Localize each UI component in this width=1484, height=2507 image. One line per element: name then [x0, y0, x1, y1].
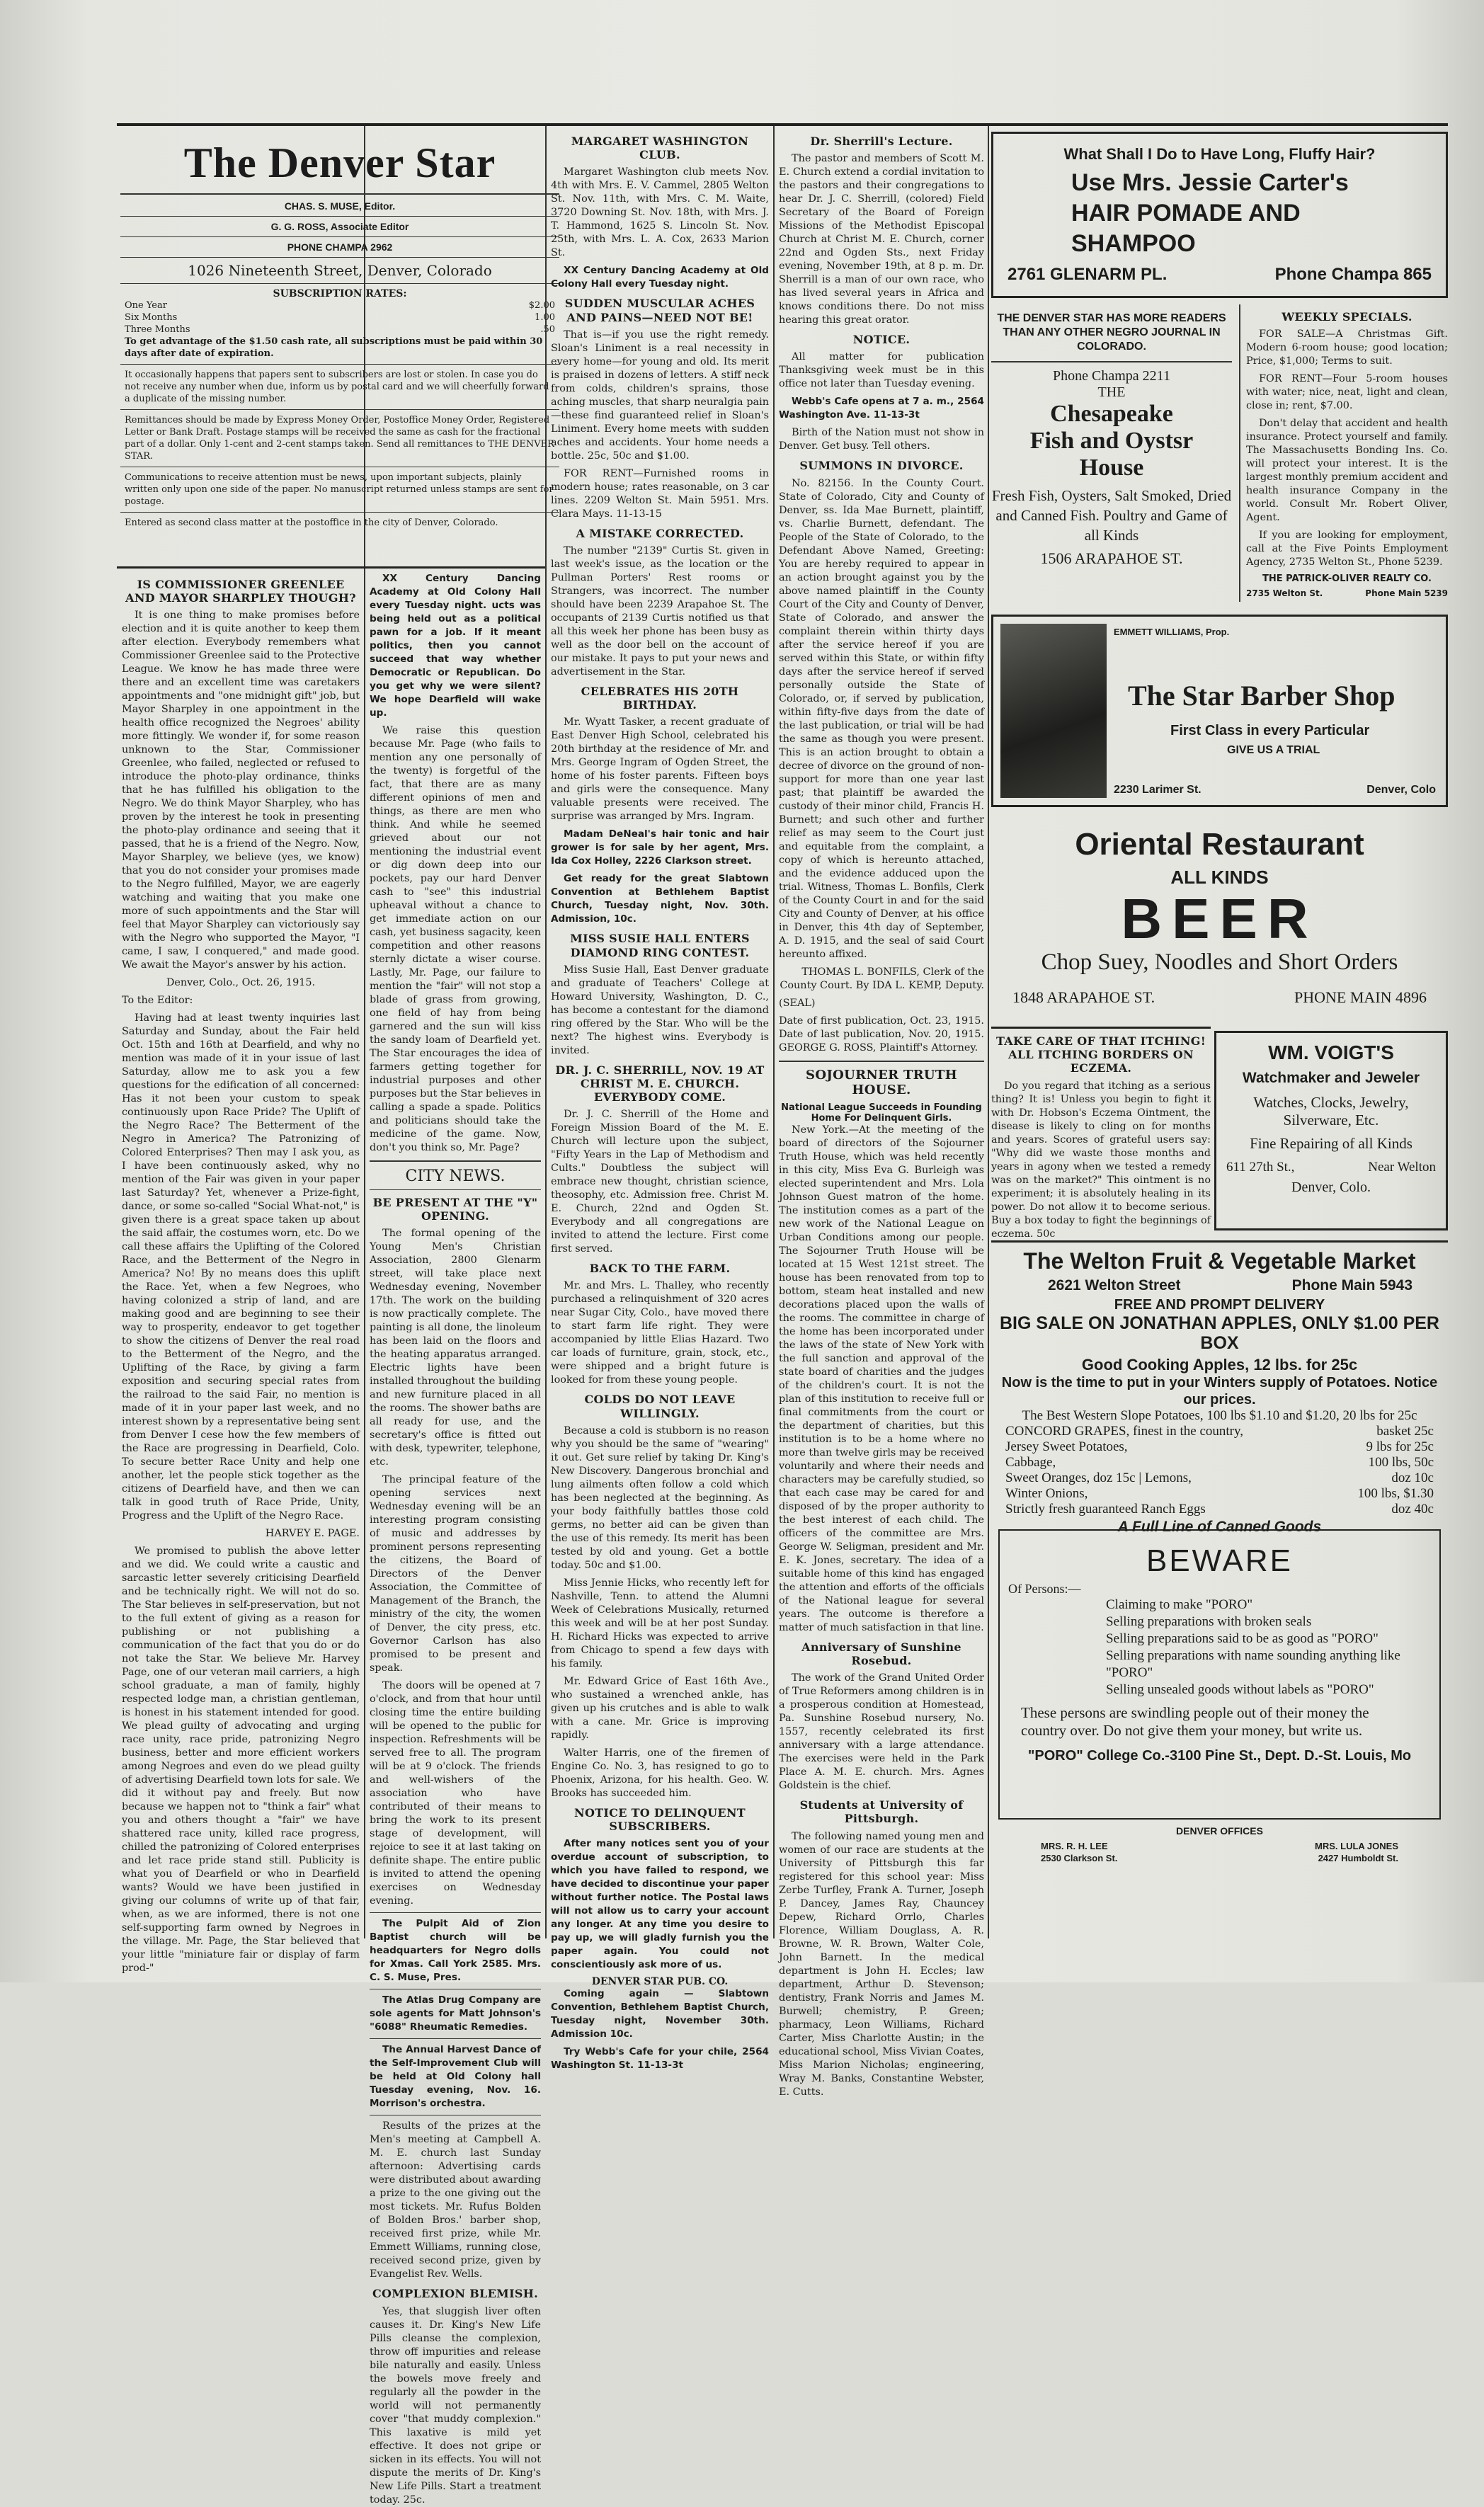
masthead [120, 129, 559, 568]
notice-harvest-dance: The Annual Harvest Dance of the Self-Improvement Club will be held at Old Colony hall Tuesday evening, Nov. 16. Morrison's orchestra. [370, 2044, 541, 2110]
headline-greenlee: IS COMMISSIONER GREENLEE AND MAYOR SHARPLEY THOUGH? [125, 578, 356, 605]
eczema-body: Do you regard that itching as a serious thing? It is! Unless you begin to fight it with Dr. Hobson's Eczema Ointment, the disease is likely to cling on for months and years. Scores of grateful users say: "Why did we waste those months and years in agony when we tested a remedy was on the market?" This ointment is no experiment; it is absolutely healing in its power. Do not allow it to become serious. Buy a box today to fight the beginnings of eczema. 50c [991, 1080, 1211, 1240]
chesapeake-the: THE [1097, 384, 1126, 400]
notice-dancing-academy: XX Century Dancing Academy at Old Colony Hall every Tuesday night. [551, 265, 769, 290]
masthead-rule [117, 566, 545, 569]
welton-contact: 2621 Welton Street Phone Main 5943 [1048, 1277, 1412, 1294]
barber-portrait [1000, 624, 1107, 798]
article-birthday: Mr. Wyatt Tasker, a recent graduate of East Denver High School, celebrated his 20th birthday at the residence of Mr. and Mrs. George Ingram of Ogden Street, the home of his foster parents. Fifteen boys and girls were the consequence. Many valuable presents were received. The surprise was arranged by Mrs. Ingram. [551, 716, 769, 823]
ad-eczema [991, 1027, 1211, 1241]
weekly-contact: 2735 Welton St. Phone Main 5239 [1246, 588, 1448, 599]
chesapeake-body: Fresh Fish, Oysters, Salt Smoked, Dried and Canned Fish. Poultry and Game of all Kinds [991, 487, 1232, 544]
notice-webbs-chile: Try Webb's Cafe for your chile, 2564 Washington St. 11-13-3t [551, 2046, 769, 2072]
headline-complexion: COMPLEXION BLEMISH. [372, 2287, 538, 2301]
ad-carter-line2: HAIR POMADE AND [1071, 200, 1301, 227]
article-greenlee: It is one thing to make promises before election and it is quite another to keep them after election. Everybody remembers what Commissioner Greenlee said to the Protective League. We know he has made three were there and an excellent time was caretakers appointments and "one midnight gift" job, but Mayor Sharpley in one appointment in the health office recognized the Negroes' ability more fittingly. We wonder if, for some reason unknown to the Star, Commissioner Greenlee, who failed, neglected or refused to introduce the photo-play ordinance, thinks that he has fulfilled his obligation to the Negro. We do think Mayor Sharpley, who has proven by the interest he took in presenting the photo-play ordinance and seeing that it passed, that he is a friend of the Negro. Now, Mayor Sharpley, we believe (yes, we know) that you do not consider your promises made to the Negro fulfilled, Mayor, we are eagerly watching and waiting that you make one more of such appointments and the Star will feel that Mayor Sharpley can victoriously say with the Negro who supported the Mayor, "I came, I saw, I conquered," and made good. We await the Mayor's answer by his action. [122, 610, 360, 971]
subscription-heading: SUBSCRIPTION RATES: [273, 288, 407, 299]
column-2 [370, 572, 541, 2506]
column-4 [779, 129, 984, 2098]
weekly-rent: FOR RENT—Four 5-room houses with water; nice, neat, light and clean, close in; rent, $7.00. [1246, 373, 1448, 412]
welton-item: Strictly fresh guaranteed Ranch Eggs doz 40c [1005, 1502, 1434, 1517]
article-sherrill: Dr. J. C. Sherrill of the Home and Foreign Mission Board of the M. E. Church will lecture upon the subject, "Fifty Years in the Lap of Methodism and Cults." Doubtless the subject will embrace new thought, christian science, theosophy, etc. Admission free. Christ M. E. Church, 22nd and Ogden St. Everybody and all congregations are invited to attend the lecture. First come first served. [551, 1109, 769, 1255]
notice-remittances: Remittances should be made by Express Money Order, Postoffice Money Order, Registered Letter or Bank Draft. Postage stamps will be received the same as cash for the fractional part of a dollar. Only 1-cent and 2-cent stamps taken. Send all remittances to THE DENVER STAR. [125, 415, 554, 462]
beware-warning: These persons are swindling people out of their money the country over. Do not give them your money, but write us. [1021, 1704, 1369, 1739]
barber-subtitle: First Class in every Particular [1170, 723, 1370, 738]
beware-of: Of Persons:— [1008, 1582, 1081, 1596]
notice-hair-tonic: Madam DeNeal's hair tonic and hair grower is for sale by her agent, Mrs. Ida Cox Holley, 2226 Clarkson street. [551, 828, 769, 867]
barber-trial: GIVE US A TRIAL [1227, 744, 1320, 756]
article-sojourner: New York.—At the meeting of the board of directors of the Sojourner Truth House, which was held recently in this city, Miss Eva G. Burleigh was elected superintendent and Mrs. Lola Johnson Guest matron of the home. The institution comes as a part of the new work of the National League on Urban Conditions among our people. The Sojourner Truth House will be located at 15 West 121st street. The house has been renovated from top to bottom, steam heat installed and new decorations placed upon the walls of the rooms. The committee in charge of the home has been incorporated under the laws of the state of New York with the full sanction and approval of the state board of charities and the judges of the children's court. It is not the plan of this institution to receive full or final commitments from the court or the department of charities, but this institution is to be a home where no more than twelve girls may be received voluntarily and where their needs and characters may be carefully studied, so that each case may be cared for and disposed of by the proper authority to the best interest of each child. The officers of the committee are Mrs. George W. Seligman, president and Mr. E. K. Jones, secretary. The idea of a suitable home of this kind has engaged the attention and efforts of the officials of the National league for several years. The outcome is therefore a matter of much satisfaction in that line. [779, 1124, 984, 1633]
legal-clerk: THOMAS L. BONFILS, Clerk of the County Court. By IDA L. KEMP, Deputy. [780, 966, 984, 991]
article-prizes: Results of the prizes at the Men's meeting at Campbell A. M. E. church last Sunday afternoon: Advertising cards were distributed about awarding a prize to the one giving out the most tickets. Mr. Rufus Bolden of Bolden Bros.' barber shop, received first prize, while Mr. Emmett Williams, running close, received second prize, given by Evangelist Rev. Wells. [370, 2120, 541, 2280]
beware-offices [998, 1822, 1441, 1893]
weekly-company: THE PATRICK-OLIVER REALTY CO. [1262, 573, 1432, 585]
rate-row: One Year $2.00 [125, 300, 555, 311]
beware-item: Claiming to make "PORO" [1106, 1597, 1253, 1612]
address-line: 1026 Nineteenth Street, Denver, Colorado [188, 262, 492, 279]
headline-rosebud: Anniversary of Sunshine Rosebud. [801, 1640, 961, 1667]
notice-zion-dolls: The Pulpit Aid of Zion Baptist church will be headquarters for Negro dolls for Xmas. Call York 2585. Mrs. C. S. Muse, Pres. [370, 1918, 541, 1984]
office-addresses: 2530 Clarkson St. 2427 Humboldt St. [1041, 1853, 1398, 1863]
article-dearfield-continued: XX Century Dancing Academy at Old Colony Hall every Tuesday night. ucts was being held out as a political pawn for a job. If it meant politics, then you cannot succeed that way whether Democratic or Republican. Do you get why we were silent? We hope Dearfield will wake up. [370, 573, 541, 719]
headline-y-opening: BE PRESENT AT THE "Y" OPENING. [372, 1196, 538, 1223]
headline-mistake: A MISTAKE CORRECTED. [576, 526, 744, 540]
notice-thanksgiving: All matter for publication Thanksgiving week must be in this office not later than Tuesday evening. [779, 351, 984, 390]
notice-birth-of-nation: Birth of the Nation must not show in Denver. Get busy. Tell others. [779, 427, 984, 452]
notice-communications: Communications to receive attention must be news, upon important subjects, plainly written only upon one side of the paper. No manuscript returned unless stamps are sent for postage. [125, 472, 554, 507]
chesapeake-name3: House [1079, 455, 1144, 481]
ad-beware-poro [998, 1529, 1441, 1820]
welton-potato-price: The Best Western Slope Potatoes, 100 lbs $1.10 and $1.20, 20 lbs for 25c [1022, 1408, 1417, 1423]
headline-sojourner: SOJOURNER TRUTH HOUSE. [806, 1067, 957, 1098]
ad-oriental-restaurant [991, 814, 1448, 1020]
barber-city: Denver, Colo [1366, 784, 1436, 796]
letter-signature: HARVEY E. PAGE. [265, 1528, 360, 1540]
welton-apple-sale: BIG SALE ON JONATHAN APPLES, ONLY $1.00 PER BOX [1000, 1313, 1439, 1353]
notice-lost-papers: It occasionally happens that papers sent to subscribers are lost or stolen. In case you do not receive any number when due, inform us by postal card and we will cheerfully forward a duplicate of the missing number. [125, 370, 549, 404]
ad-carter-question: What Shall I Do to Have Long, Fluffy Hair? [1063, 145, 1376, 163]
notice-for-rent: FOR RENT—Furnished rooms in modern house; rates reasonable, on 3 car lines. 2209 Welton St. Main 5951. Mrs. Clara Mays. 11-13-15 [551, 467, 769, 520]
ad-carter-line1: Use Mrs. Jessie Carter's [1071, 169, 1349, 196]
headline-birthday: CELEBRATES HIS 20TH BIRTHDAY. [581, 684, 739, 712]
beware-item: Selling unsealed goods without labels as "PORO" [1106, 1682, 1374, 1697]
article-mistake: The number "2139" Curtis St. given in last week's issue, as the location or the Pullman Porters' Rest rooms or Strangers, was incorrect. The number should have been 2239 Arapahoe St. The occupants of 2139 Curtis notified us that all this week her phone has been busy as well as the door bell on the account of our mistake. It pays to put your news and advertisement in the Star. [551, 544, 769, 678]
newspaper-title: The Denver Star [183, 139, 496, 186]
weekly-employment: If you are looking for employment, call at the Five Points Employment Agency, 2735 Welton St., Phone 5239. [1246, 530, 1448, 569]
beware-heading: BEWARE [1146, 1543, 1294, 1578]
oriental-all-kinds: ALL KINDS [1170, 867, 1269, 888]
offices-heading: DENVER OFFICES [1176, 1825, 1263, 1837]
subhead-sojourner: National League Succeeds in Founding Home For Delinquent Girls. [781, 1102, 982, 1124]
article-walter-harris: Walter Harris, one of the firemen of Engine Co. No. 3, has resigned to go to Phoenix, Arizona, for his health. Geo. W. Brooks has succeeded him. [551, 1747, 769, 1799]
readers-claim: THE DENVER STAR HAS MORE READERS THAN ANY OTHER NEGRO JOURNAL IN COLORADO. [997, 312, 1226, 353]
headline-back-to-farm: BACK TO THE FARM. [589, 1262, 731, 1276]
headline-colds: COLDS DO NOT LEAVE WILLINGLY. [584, 1393, 736, 1420]
rate-row: Six Months 1.00 [125, 312, 555, 323]
notice-delinquent: After many notices sent you of your overdue account of subscription, to which you have failed to respond, we have decided to discontinue your paper without further notice. The Postal laws will not allow us to carry your account any longer. At any time you desire to pay up, we will gladly furnish you the paper again. You could not conscientiously ask more of us. [551, 1838, 769, 1971]
legal-dates: Date of first publication, Oct. 23, 1915. Date of last publication, Nov. 20, 1915. GEORGE G. ROSS, Plaintiff's Attorney. [779, 1015, 984, 1053]
ad-carter-contact: 2761 GLENARM PL. Phone Champa 865 [1008, 265, 1432, 284]
article-jennie-hicks: Miss Jennie Hicks, who recently left for Nashville, Tenn. to attend the Alumni Week of Celebrations Musically, returned this week and will be at her post Sunday. H. Richard Hicks was expected to arrive from Chicago to spend a few days with his family. [551, 1577, 769, 1669]
article-dearfield-continued-2: We raise this question because Mr. Page (who fails to mention any one personally of the twenty) is forgetful of the fact, that there are as many different opinions of men and things, as there are men who think. And while he seemed grieved about our not mentioning the industrial event or dig down deep into our pockets, pay our hard Denver cash to "see" this industrial upheaval without a chance to get immediate action on our cash, yet business sagacity, keen competition and other reasons sternly dictate a wiser course. Lastly, Mr. Page, our failure to mention the "fair" will not stop a blade of grass from growing, one field of hay from being garnered and the sun will kiss the sandy loam of Dearfield yet. The Star encourages the idea of farmers getting together for industrial purposes and other purposes but the Star believes in calling a spade a spade. Politics and politicians should take the medicine of the game. Now, don't you think so, Mr. Page? [370, 725, 541, 1153]
headline-margaret-club: MARGARET WASHINGTON CLUB. [571, 135, 749, 162]
editor-line: CHAS. S. MUSE, Editor. [284, 200, 396, 212]
article-y-opening-1: The formal opening of the Young Men's Christian Association, 2800 Glenarm street, will take place next Wednesday evening, November 17th. The work on the building is now practically complete. The painting is all done, the linoleum has been laid on the floors and the heating apparatus arranged. Electric lights have been installed throughout the building and new furniture placed in all the rooms. The shower baths are all ready for use, and the secretary's office is fitted out with desk, typewriter, telephone, etc. [370, 1228, 541, 1468]
article-sherrill-lecture: The pastor and members of Scott M. E. Church extend a cordial invitation to the pastors and their congregations to hear Dr. J. C. Sherrill, (colored) Field Secretary of the Board of Foreign Missions of the Methodist Episcopal Church at Christ M. E. Church, corner 22nd and Ogden Sts., next Friday evening, November 19th, at 8 p. m. Dr. Sherrill is a man of our own race, who has lived several years in Africa and knows conditions there. Do not miss hearing this great orator. [779, 153, 984, 326]
welton-delivery: FREE AND PROMPT DELIVERY [1114, 1297, 1325, 1313]
beware-item: Selling preparations with broken seals [1106, 1614, 1312, 1629]
oriental-name: Oriental Restaurant [1075, 827, 1364, 862]
ad-carter-line3: SHAMPOO [1071, 230, 1196, 257]
welton-item: Jersey Sweet Potatoes, 9 lbs for 25c [1005, 1439, 1434, 1454]
top-rule [117, 123, 1448, 126]
barber-address: 2230 Larimer St. [1114, 784, 1202, 796]
legal-seal: (SEAL) [779, 997, 816, 1009]
welton-item: CONCORD GRAPES, finest in the country, basket 25c [1005, 1424, 1434, 1439]
welton-cooking-apples: Good Cooking Apples, 12 lbs. for 25c [1081, 1356, 1358, 1374]
article-y-opening-2: The principal feature of the opening services next Wednesday evening will be an interesting program consisting of music and addresses by prominent persons representing the citizens, the Board of Directors of the Denver Association, the Committee of Management of the Branch, the ministry of the city, the women of Denver, the city press, etc. Governor Carlson has also promised to be present and speak. [370, 1474, 541, 1674]
article-edward-grice: Mr. Edward Grice of East 16th Ave., who sustained a wrenched ankle, has given up his crutches and is able to walk with a cane. Mr. Grice is improving rapidly. [551, 1675, 769, 1741]
associate-editor-line: G. G. ROSS, Associate Editor [270, 221, 409, 232]
voigt-city: Denver, Colo. [1291, 1180, 1371, 1195]
article-complexion: Yes, that sluggish liver often causes it. Dr. King's New Life Pills cleanse the complexion, throw off impurities and release bile naturally and easily. Unless the bowels move freely and regularly all the powder in the world will not permanently cover "that muddy complexion." This laxative is mild yet effective. It does not gripe or sicken in its effects. You will not dispute the merits of Dr. King's New Life Pills. Start a treatment today. 25c. [370, 2305, 541, 2506]
oriental-beer: BEER [1121, 887, 1318, 950]
voigt-line1: Watches, Clocks, Jewelry, [1253, 1094, 1409, 1111]
city-news-heading: CITY NEWS. [405, 1167, 506, 1185]
notice-atlas-drug: The Atlas Drug Company are sole agents for Matt Johnson's "6088" Rheumatic Remedies. [370, 1994, 541, 2033]
office-names: MRS. R. H. LEE MRS. LULA JONES [1041, 1841, 1398, 1851]
welton-item: Winter Onions, 100 lbs, $1.30 [1005, 1486, 1434, 1501]
ad-star-barber-shop [991, 615, 1448, 807]
ad-voigt-jeweler [1214, 1031, 1448, 1230]
article-susie-hall: Miss Susie Hall, East Denver graduate and graduate of Teachers' College at Howard University, Washington, D. C., has become a contestant for the diamond ring offered by the Star. Who will be the next? The highest wins. Everybody is invited. [551, 964, 769, 1056]
rate-row: Three Months .50 [125, 324, 555, 335]
voigt-line2: Silverware, Etc. [1283, 1112, 1379, 1129]
headline-sherrill: DR. J. C. SHERRILL, NOV. 19 AT CHRIST M. E. CHURCH. EVERYBODY COME. [555, 1063, 765, 1104]
legal-summons: No. 82156. In the County Court. State of Colorado, City and County of Denver, ss. Ida Mae Burnett, plaintiff, vs. Charlie Burnett, defendant. The People of the State of Colorado, to the Defendant Above Named, Greeting: You are hereby required to appear in an action brought against you by the above named plaintiff in the County Court of the City and County of Denver, State of Colorado, and answer the complaint therein within thirty days after the service hereof if you are served within this State, or within fifty days after the service hereof if served personally outside the State of Colorado, or, if served by publication, within fifty-five days from the date of the last publication, or trial will be had the same as though you were present. This is an action brought to obtain a decree of divorce on the ground of non-support for more than one year last past; that plaintiff be awarded the custody of their minor child, Francis H. Burnett; and such other and further relief as may seem to the Court just and equitable from the complaint, a copy of which is hereunto attached, and the evidence adduced upon the trial. Witness, Thomas L. Bonfils, Clerk of the County Court in and for the said City and County of Denver, at his office in Denver, this 4th day of September, A. D. 1915, and the seal of said Court hereunto affixed. [779, 477, 984, 960]
editor-reply: We promised to publish the above letter and we did. We could write a caustic and sarcastic letter severely criticising Dearfield and be technically right. We will not do so. The Star believes in self-preservation, but not to the full extent of giving as a reason for publishing or not publishing a communication of the fact that you do or do not take the Star. We believe Mr. Harvey Page, one of our veteran mail carriers, a high school graduate, a man of family, highly respected lodge man, a christian gentleman, is honest in his statement intended for good. We plead guilty of advocating and urging race unity, race pride, patronizing Negro business, better and more efficient workers among Negroes and even do we plead guilty of advertising Dearfield town lots for sale. We did it without pay and freely. But now because we happen not to "think a fair" what you and others thought a "fair" we have shattered race unity, killed race progress, chilled the patronizing of Colored enterprises and let race pride stand still. Publicity is what you of Dearfield or who in Dearfield wants? Would we have been justified in giving our columns of write up of that fair, when, as we are informed, there is not one self-supporting farm owned by Negroes in the village. Mr. Page, the Star believed that your little "miniature fair or display of farm prod-" [122, 1546, 360, 1975]
beware-item: Selling preparations with name sounding anything like "PORO" [1106, 1648, 1400, 1680]
article-sloans: That is—if you use the right remedy. Sloan's Liniment is a real necessity in every home—for young and old. Its merit is praised in dozens of letters. A stiff neck from colds, children's sprains, those aching muscles, that sharp neuralgia pain—these find guaranteed relief in Sloan's Liniment. Every home meets with sudden aches and accidents. Your home needs a bottle. 25c, 50c and $1.00. [551, 329, 769, 462]
weekly-heading: WEEKLY SPECIALS. [1282, 310, 1412, 324]
article-y-opening-3: The doors will be opened at 7 o'clock, and from that hour until closing time the entire building will be opened to the public for inspection. Refreshments will be served free to all. The program will be at 9 o'clock. The friends and well-wishers of the association who have contributed of their means to bring the work to its present stage of development, will rejoice to see it at last taking on definite shape. The entire public is invited to attend the opening exercises on Wednesday evening. [370, 1680, 541, 1907]
column-3 [551, 129, 769, 2072]
oriental-subtitle: Chop Suey, Noodles and Short Orders [1041, 949, 1398, 975]
headline-summons: SUMMONS IN DIVORCE. [799, 459, 964, 473]
headline-sherrill-lecture: Dr. Sherrill's Lecture. [810, 135, 953, 148]
ad-readers-and-chesapeake [991, 304, 1232, 602]
weekly-sale: FOR SALE—A Christmas Gift. Modern 6-room house; good location; Price, $1,000; Terms to suit. [1246, 329, 1448, 367]
welton-potatoes-notice: Now is the time to put in your Winters supply of Potatoes. Notice our prices. [1001, 1375, 1438, 1407]
column-1 [122, 572, 360, 1975]
article-pittsburgh: The following named young men and women of our race are students at the University of Pittsburgh this far registered for this school year: Miss Zerbe Turfley, Frank A. Turner, Joseph P. Dancey, James Ray, Chauncey Depew, Richard Orrlo, Charles Florence, William Douglass, A. R. Browne, W. R. Brown, Walter Cole, John Barnett. In the medical department is John H. Eccles; law department, Arthur D. Stevenson; dentistry, Frank Norris and James M. Burwell; chemistry, P. Green; pharmacy, Leon Williams, Richard Carter, Miss Charlotte Austin; in the educational school, Miss Vivian Coates, Miss Marion Nicholas; engineering, Wray M. Banks, Constantine Webster, E. Cutts. [779, 1830, 984, 2098]
article-rosebud: The work of the Grand United Order of True Reformers among children is in a prosperous condition at Homestead, Pa. Sunshine Rosebud nursery, No. 1557, recently celebrated its first anniversary with a large attendance. The exercises were held in the Park Place A. M. E. church. Mrs. Agnes Goldstein is the chief. [779, 1672, 984, 1792]
headline-susie-hall: MISS SUSIE HALL ENTERS DIAMOND RING CONTEST. [570, 932, 750, 959]
chesapeake-phone: Phone Champa 2211 [1053, 368, 1170, 384]
chesapeake-name2: Fish and Oystsr [1029, 428, 1194, 454]
notice-slabtown: Get ready for the great Slabtown Convention at Bethlehem Baptist Church, Tuesday night, Nov. 30th. Admission, 10c. [551, 873, 769, 925]
voigt-trade: Watchmaker and Jeweler [1242, 1070, 1420, 1086]
headline-pittsburgh: Students at University of Pittsburgh. [799, 1798, 964, 1826]
headline-notice: NOTICE. [852, 333, 911, 347]
voigt-address: 611 27th St., Near Welton [1226, 1160, 1436, 1175]
publisher-name: DENVER STAR PUB. CO. [591, 1976, 729, 1988]
welton-item: Cabbage, 100 lbs, 50c [1005, 1455, 1434, 1470]
ad-jessie-carter [991, 132, 1448, 298]
column-rule [773, 126, 775, 1938]
weekly-insurance: Don't delay that accident and health insurance. Protect yourself and family. The Massachusetts Bonding Ins. Co. will protect your interest. It is the largest monthly premium accident and health insurance Company in the world. Consult Mr. Robert Oliver, Agent. [1246, 418, 1448, 524]
article-colds: Because a cold is stubborn is no reason why you should be the same of "wearing" it out. Get sure relief by taking Dr. King's New Discovery. Dangerous bronchial and lung ailments often follow a cold which has been neglected at the beginning. As your body faithfully battles those cold germs, no better aid can be given than the use of this remedy. Its merit has been tested by old and young. Get a bottle today. 50c and $1.00. [551, 1424, 769, 1571]
column-rule [988, 126, 989, 1938]
chesapeake-address: 1506 ARAPAHOE ST. [1040, 549, 1183, 567]
ad-welton-market [991, 1240, 1448, 1535]
welton-item: Sweet Oranges, doz 15c | Lemons, doz 10c [1005, 1470, 1434, 1485]
entered-notice: Entered as second class matter at the postoffice in the city of Denver, Colorado. [125, 518, 498, 528]
chesapeake-name1: Chesapeake [1050, 401, 1173, 427]
article-margaret-club: Margaret Washington club meets Nov. 4th with Mrs. E. V. Cammel, 2805 Welton St. Nov. 11th, with Mrs. C. M. Waite, 3720 Downing St. Nov. 18th, with Mrs. J. T. Hammond, 1625 S. Lincoln St. Nov. 25th, with Mrs. L. A. Cox, 2633 Marion St. [551, 166, 769, 259]
welton-name: The Welton Fruit & Vegetable Market [1023, 1248, 1416, 1274]
letter-dearfield: Having had at least twenty inquiries last Saturday and Sunday, about the Fair held Oct. 15th and 16th at Dearfield, and why no mention was made of it in your issue of last Saturday, allow me to ask you a few questions for the edification of all concerned: Has it not been your custom to speak continuously upon Race Pride? The Uplift of the Negro Race? The Betterment of the Negro in America? The Patronizing of Colored Enterprises? Then may I ask you, as I have been continuously asked, why no mention of the Fair was given in your paper last Saturday? Yet, whenever a Prize-fight, dance, or some so-called "Social What-not," is given there is a great space taken up about the said affair, the costumes worn, etc. Do we call these affairs the Uplifting of the Colored Race, and the Betterment of the Negro in America? No! By no means does this uplift the Race. Yet, when a few Negroes, who having colonized a strip of land, and are making good and are beginning to see their way to prosperity, endeavor to get together to show the citizens of Denver the real road to the Betterment of the Negro, and the Uplifting of the Race, by giving a farm exposition and securing special rates from the railroad to the said Fair, no mention is made of it in your paper last week, and no interest shown by a representative being sent from Denver I cese how the few members of the Race are progressing in Dearfield, Colo. To secure better Race Unity and help one another, let the people stick together as the citizens of Dearfield have, and then we can talk in good truth of Race Pride, Unity, Progress and the Uplift of the Negro Race. [122, 1012, 360, 1522]
barber-name: The Star Barber Shop [1128, 680, 1395, 712]
barber-proprietor: EMMETT WILLIAMS, Prop. [1114, 627, 1230, 637]
welton-canned: A Full Line of Canned Goods [1117, 1519, 1322, 1535]
notice-coming-again: Coming again — Slabtown Convention, Bethlehem Baptist Church, Tuesday night, November 30th. Admission 10c. [551, 1988, 769, 2040]
rate-note: To get advantage of the $1.50 cash rate, all subscriptions must be paid within 30 days after date of expiration. [125, 336, 543, 359]
beware-company: "PORO" College Co.-3100 Pine St., Dept. D.-St. Louis, Mo [1027, 1748, 1412, 1764]
dateline: Denver, Colo., Oct. 26, 1915. [166, 977, 316, 989]
headline-delinquent: NOTICE TO DELINQUENT SUBSCRIBERS. [574, 1805, 746, 1833]
notice-webbs-cafe: Webb's Cafe opens at 7 a. m., 2564 Washington Ave. 11-13-3t [779, 396, 984, 421]
article-back-to-farm: Mr. and Mrs. L. Thalley, who recently purchased a relinquishment of 320 acres near Sugar City, Colo., have moved there to start farm life right. They were accompanied by little Elias Hazard. Two car loads of furniture, grain, stock, etc., were shipped and a bright future is looked for from these young people. [551, 1280, 769, 1386]
phone-line: PHONE CHAMPA 2962 [287, 241, 393, 253]
salutation: To the Editor: [122, 995, 193, 1007]
headline-muscular-aches: SUDDEN MUSCULAR ACHES AND PAINS—NEED NOT BE! [564, 297, 755, 324]
beware-item: Selling preparations said to be as good as "PORO" [1106, 1631, 1379, 1646]
voigt-line3: Fine Repairing of all Kinds [1250, 1135, 1412, 1152]
eczema-heading: TAKE CARE OF THAT ITCHING! ALL ITCHING BORDERS ON ECZEMA. [995, 1034, 1206, 1075]
voigt-name: WM. VOIGT'S [1268, 1041, 1394, 1063]
ad-weekly-specials [1239, 304, 1448, 602]
oriental-contact: 1848 ARAPAHOE ST. PHONE MAIN 4896 [1012, 988, 1427, 1006]
